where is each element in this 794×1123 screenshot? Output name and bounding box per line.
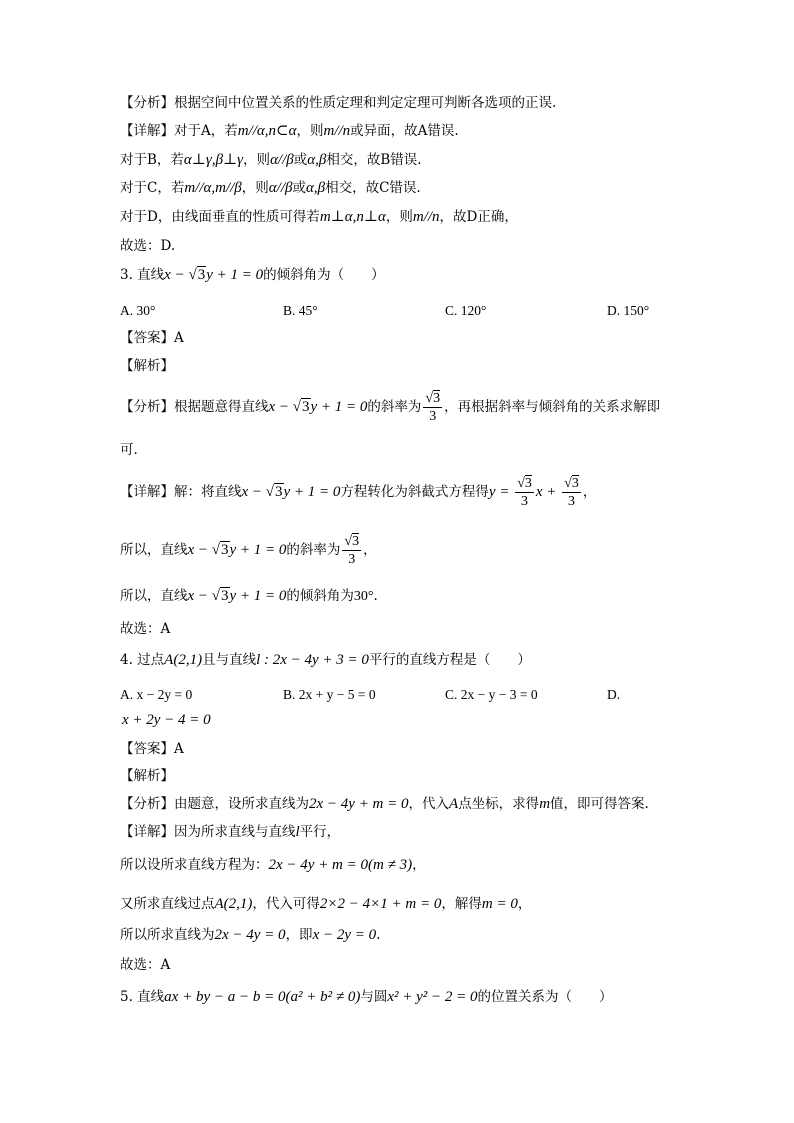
q5-stem: 5. 直线ax + by − a − b = 0(a² + b² ≠ 0)与圆x² + y² − 2 = 0的位置关系为（ ）	[120, 989, 613, 1005]
q4-option-a: A. x − 2y = 0	[120, 687, 193, 702]
q2-detail-d: 对于D，由线面垂直的性质可得若m⊥α,n⊥α，则m//n，故D正确，	[120, 209, 518, 225]
q2-choice: 故选：D.	[120, 238, 176, 254]
q3-solution-heading: 【解析】	[120, 358, 174, 374]
q4-step-3: 所以所求直线为2x − 4y = 0，即x − 2y = 0.	[120, 927, 381, 943]
q3-answer: 【答案】A	[120, 330, 184, 346]
q4-option-d-text: x + 2y − 4 = 0	[122, 712, 211, 728]
q3-detail: 【详解】解：将直线x − √3y + 1 = 0方程转化为斜截式方程得y = $\frac{√3}{3}$ x + $\frac{√3}{3}$ ，	[120, 476, 597, 509]
q2-detail-b: 对于B，若α⊥γ,β⊥γ，则α//β或α,β相交，故B错误.	[120, 152, 422, 168]
q3-option-d: D. 150°	[607, 303, 650, 318]
q4-option-c: C. 2x − y − 3 = 0	[445, 687, 538, 702]
q3-option-b: B. 45°	[283, 303, 318, 318]
q3-analysis-cont: 可.	[120, 442, 138, 458]
q3-step-slope: 所以，直线x − √3y + 1 = 0的斜率为 $\frac{√3}{3}$ ，	[120, 534, 377, 567]
q2-detail-c: 对于C，若m//α,m//β，则α//β或α,β相交，故C错误.	[120, 180, 421, 196]
q3-option-a: A. 30°	[120, 303, 156, 318]
q2-analysis: 【分析】根据空间中位置关系的性质定理和判定定理可判断各选项的正误.	[120, 95, 557, 111]
q4-option-d: D.	[607, 687, 621, 702]
q4-analysis: 【分析】由题意，设所求直线为2x − 4y + m = 0，代入A点坐标，求得m值，即可得答案.	[120, 796, 649, 812]
q3-option-c: C. 120°	[445, 303, 487, 318]
q4-option-b: B. 2x + y − 5 = 0	[283, 687, 376, 702]
q4-step-2: 又所求直线过点A(2,1)，代入可得2×2 − 4×1 + m = 0，解得m = 0，	[120, 896, 532, 912]
q3-choice: 故选：A	[120, 621, 171, 637]
q3-analysis: 【分析】根据题意得直线x − √3y + 1 = 0的斜率为 $\frac{√3}{3}$ ，再根据斜率与倾斜角的关系求解即	[120, 391, 661, 424]
q4-step-1: 所以设所求直线方程为：2x − 4y + m = 0(m ≠ 3)，	[120, 857, 426, 873]
q4-detail: 【详解】因为所求直线与直线l平行，	[120, 824, 341, 840]
q2-detail-a: 【详解】对于A，若m//α,n⊂α，则m//n或异面，故A错误.	[120, 123, 459, 139]
q3-step-angle: 所以，直线x − √3y + 1 = 0的倾斜角为30°.	[120, 588, 378, 604]
q4-stem: 4. 过点A(2,1)且与直线l : 2x − 4y + 3 = 0平行的直线方程是（ ）	[120, 652, 531, 668]
q4-answer: 【答案】A	[120, 741, 184, 757]
q4-choice: 故选：A	[120, 957, 171, 973]
q4-solution-heading: 【解析】	[120, 768, 174, 784]
q3-stem: 3. 直线x − √3y + 1 = 0的倾斜角为（ ）	[120, 267, 385, 283]
